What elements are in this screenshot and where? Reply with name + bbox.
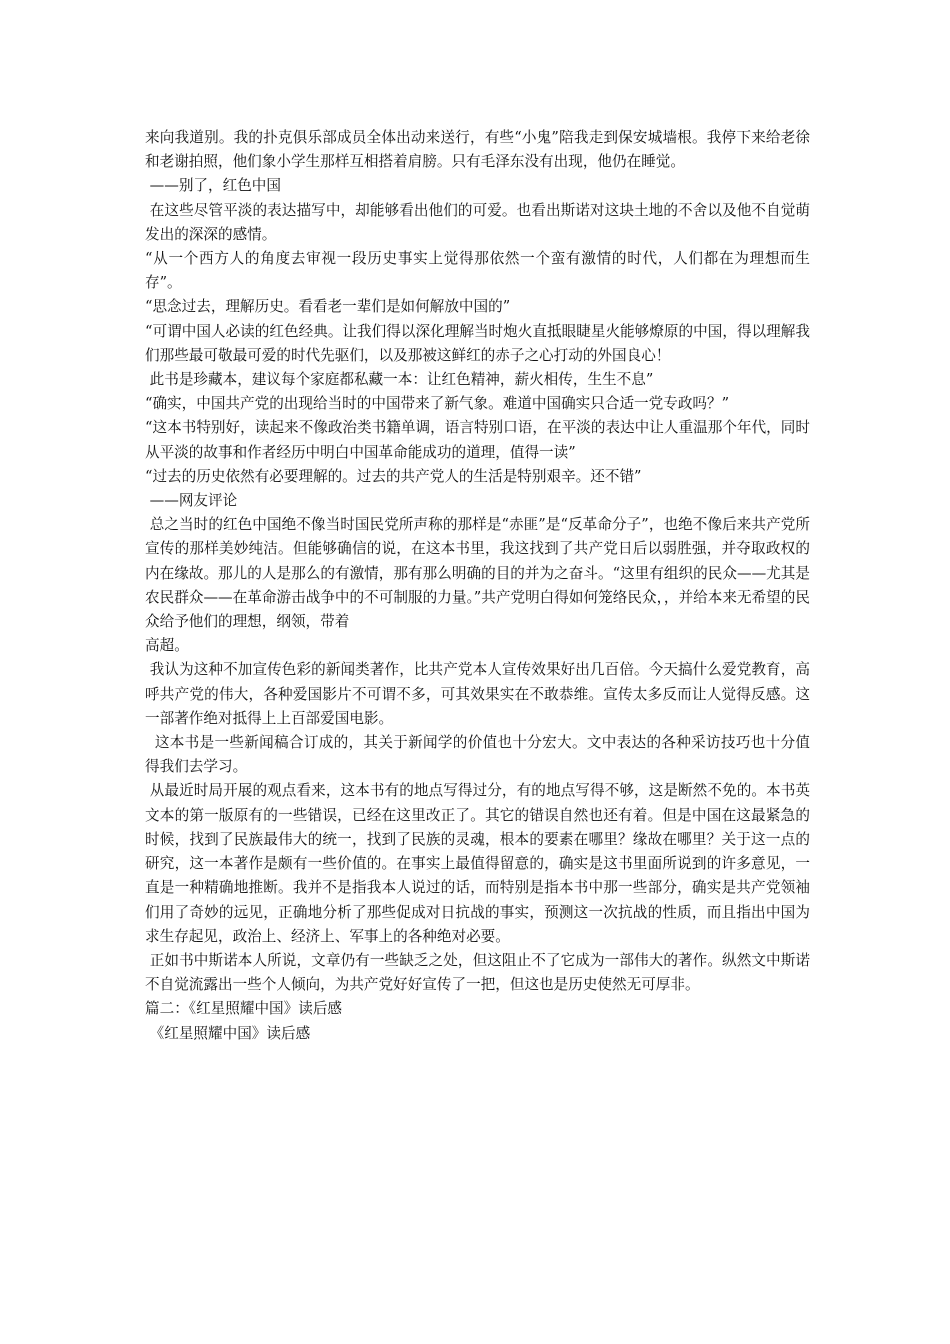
paragraph-comment-history: “过去的历史依然有必要理解的。过去的共产党人的生活是特别艰辛。还不错” [145,467,642,485]
paragraph-conclusion: 正如书中斯诺本人所说，文章仍有一些缺乏之处，但这阻止不了它成为一部伟大的著作。纵然文中斯诺不自觉流露出一些个人倾向，为共产党好好宣传了一把，但这也是历史使然无可厚非。 [145,951,811,994]
paragraph-recent-situation: 从最近时局开展的观点看来，这本书有的地点写得过分，有的地点写得不够，这是断然不免的。本书英文本的第一版原有的一些错误，已经在这里改正了。其它的错误自然也还有着。但是中国在这最紧急的时候，找到了民族最伟大的统一，找到了民族的灵魂，根本的要素在哪里？缘故在哪里？关于这一点的研究，这一本著作是颇有一些价值的。在事实上最值得留意的，确实是这书里面所说到的许多意见，一直是一种精确地推断。我并不是指我本人说过的话，而特别是指本书中那一些部分，确实是共产党领袖们用了奇妙的远见，正确地分析了那些促成对日抗战的事实，预测这一次抗战的性质，而且指出中国为求生存起见，政治上、经济上、军事上的各种绝对必要。 [145,782,811,945]
paragraph-comment-collection: 此书是珍藏本，建议每个家庭都私藏一本：让红色精神，薪火相传，生生不息” [145,371,654,389]
paragraph-netizen-signature: ——网友评论 [145,492,238,510]
paragraph-comment-western-view: “从一个西方人的角度去审视一段历史事实上觉得那依然一个蛮有激情的时代，人们都在为理想而生存”。 [145,250,810,292]
document-page [145,126,810,1046]
paragraph-comment-red-classic: “可谓中国人必读的红色经典。让我们得以深化理解当时炮火直抵眼睫星火能够燎原的中国，得以理解我们那些最可敬最可爱的时代先驱们，以及那被这鲜红的赤子之心打动的外国良心！ [145,322,810,364]
section-heading-part-two: 篇二：《红星照耀中国》读后感 [145,1000,343,1018]
paragraph-red-china-summary: 总之当时的红色中国绝不像当时国民党所声称的那样是“赤匪”是“反革命分子”，也绝不像后来共产党所宣传的那样美妙纯洁。但能够确信的说，在这本书里，我这找到了共产党日后以弱胜强，并夺取政权的内在缘故。那儿的人是那么的有激情，那有那么明确的目的并为之奋斗。“这里有组织的民众——尤其是农民群众——在革命游击战争中的不可制服的力量。”共产党明白得如何笼络民众，，并给本来无希望的民众给予他们的理想，纲领，带着 [145,516,810,631]
paragraph-fragment: 高超。 [145,637,189,655]
paragraph-farewell-signature: ——别了，红色中国 [145,177,281,195]
paragraph-comment-good-book: “这本书特别好，读起来不像政治类书籍单调，语言特别口语，在平淡的表达中让人重温那个年代，同时从平淡的故事和作者经历中明白中国革命能成功的道理，值得一读” [145,419,810,461]
paragraph-comment-remember-past: “思念过去，理解历史。看看老一辈们是如何解放中国的” [145,298,511,316]
paragraph-comment-new-atmosphere: “确实，中国共产党的出现给当时的中国带来了新气象。难道中国确实只合适一党专政吗？” [145,395,730,413]
paragraph-plain-description: 在这些尽管平淡的表达描写中，却能够看出他们的可爱。也看出斯诺对这块土地的不舍以及他不自觉萌发出的深深的感情。 [145,201,811,243]
section-subheading-review: 《红星照耀中国》读后感 [145,1024,311,1042]
paragraph-journalism-value: 这本书是一些新闻稿合订成的，其关于新闻学的价值也十分宏大。文中表达的各种采访技巧也十分值得我们去学习。 [145,734,810,776]
paragraph-farewell-scene: 来向我道别。我的扑克俱乐部成员全体出动来送行，有些“小鬼”陪我走到保安城墙根。我停下来给老徐和老谢拍照，他们象小学生那样互相搭着肩膀。只有毛泽东没有出现，他仍在睡觉。 [145,129,810,171]
paragraph-propaganda-effect: 我认为这种不加宣传色彩的新闻类著作，比共产党本人宣传效果好出几百倍。今天搞什么爱党教育，高呼共产党的伟大，各种爱国影片不可谓不多，可其效果实在不敢恭维。宣传太多反而让人觉得反感。这一部著作绝对抵得上上百部爱国电影。 [145,661,811,727]
